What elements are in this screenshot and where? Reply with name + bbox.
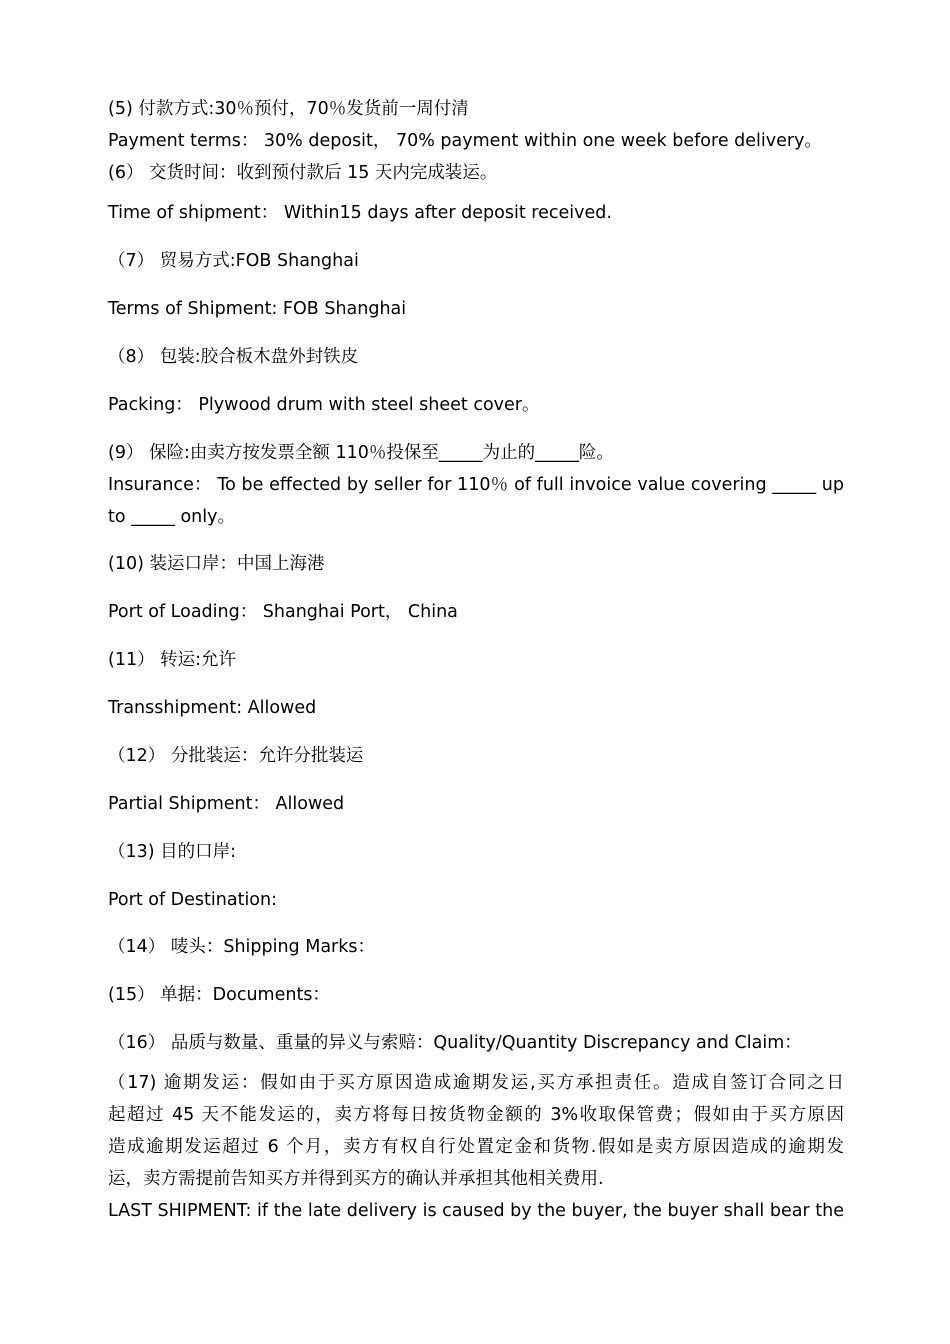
clause-17-late-shipment-cn-1: （17) 逾期发运：假如由于买方原因造成逾期发运,买方承担责任。造成自签订合同之日 [108,1073,844,1093]
clause-6-shipment-time-en: Time of shipment： Within15 days after deposit received. [108,203,612,223]
clause-12-partial-shipment-en: Partial Shipment： Allowed [108,794,345,814]
clause-7-trade-terms-cn: （7） 贸易方式:FOB Shanghai [108,251,359,271]
clause-5-payment-cn: (5) 付款方式:30％预付，70％发货前一周付清 [108,99,469,119]
clause-11-transshipment-en: Transshipment: Allowed [108,698,317,718]
clause-14-shipping-marks: （14） 唛头：Shipping Marks： [108,937,376,957]
clause-11-transshipment-cn: (11） 转运:允许 [108,650,237,670]
clause-17-late-shipment-en-1: LAST SHIPMENT: if the late delivery is caused by the buyer, the buyer shall bear the [108,1201,844,1221]
clause-12-partial-shipment-cn: （12） 分批装运：允许分批装运 [108,746,364,766]
clause-13-destination-en: Port of Destination: [108,890,278,910]
clause-6-shipment-time-cn: (6） 交货时间：收到预付款后 15 天内完成装运。 [108,163,498,183]
clause-9-insurance-en-cont: to _____ only。 [108,507,235,527]
clause-13-destination-cn: （13) 目的口岸: [108,842,237,862]
clause-5-payment-en: Payment terms： 30% deposit， 70% payment within one week before delivery。 [108,131,822,151]
clause-17-late-shipment-cn-3: 造成逾期发运超过 6 个月，卖方有权自行处置定金和货物.假如是卖方原因造成的逾期发 [108,1137,844,1157]
clause-17-late-shipment-cn-2: 起超过 45 天不能发运的，卖方将每日按货物金额的 3%收取保管费；假如由于买方原因 [108,1105,844,1125]
clause-10-port-loading-cn: (10) 装运口岸：中国上海港 [108,554,325,574]
clause-7-trade-terms-en: Terms of Shipment: FOB Shanghai [108,299,407,319]
clause-8-packing-cn: （8） 包装:胶合板木盘外封铁皮 [108,347,359,367]
clause-8-packing-en: Packing： Plywood drum with steel sheet cover。 [108,395,540,415]
clause-15-documents: (15） 单据：Documents： [108,985,330,1005]
clause-9-insurance-cn: (9） 保险:由卖方按发票全额 110％投保至_____为止的_____险。 [108,443,614,463]
clause-17-late-shipment-cn-4: 运，卖方需提前告知买方并得到买方的确认并承担其他相关费用. [108,1169,604,1189]
clause-10-port-loading-en: Port of Loading： Shanghai Port， China [108,602,458,622]
clause-16-discrepancy-claim: （16） 品质与数量、重量的异义与索赔：Quality/Quantity Discrepancy and Claim： [108,1033,802,1053]
clause-9-insurance-en: Insurance： To be effected by seller for 110％ of full invoice value covering _____ up [108,475,844,495]
